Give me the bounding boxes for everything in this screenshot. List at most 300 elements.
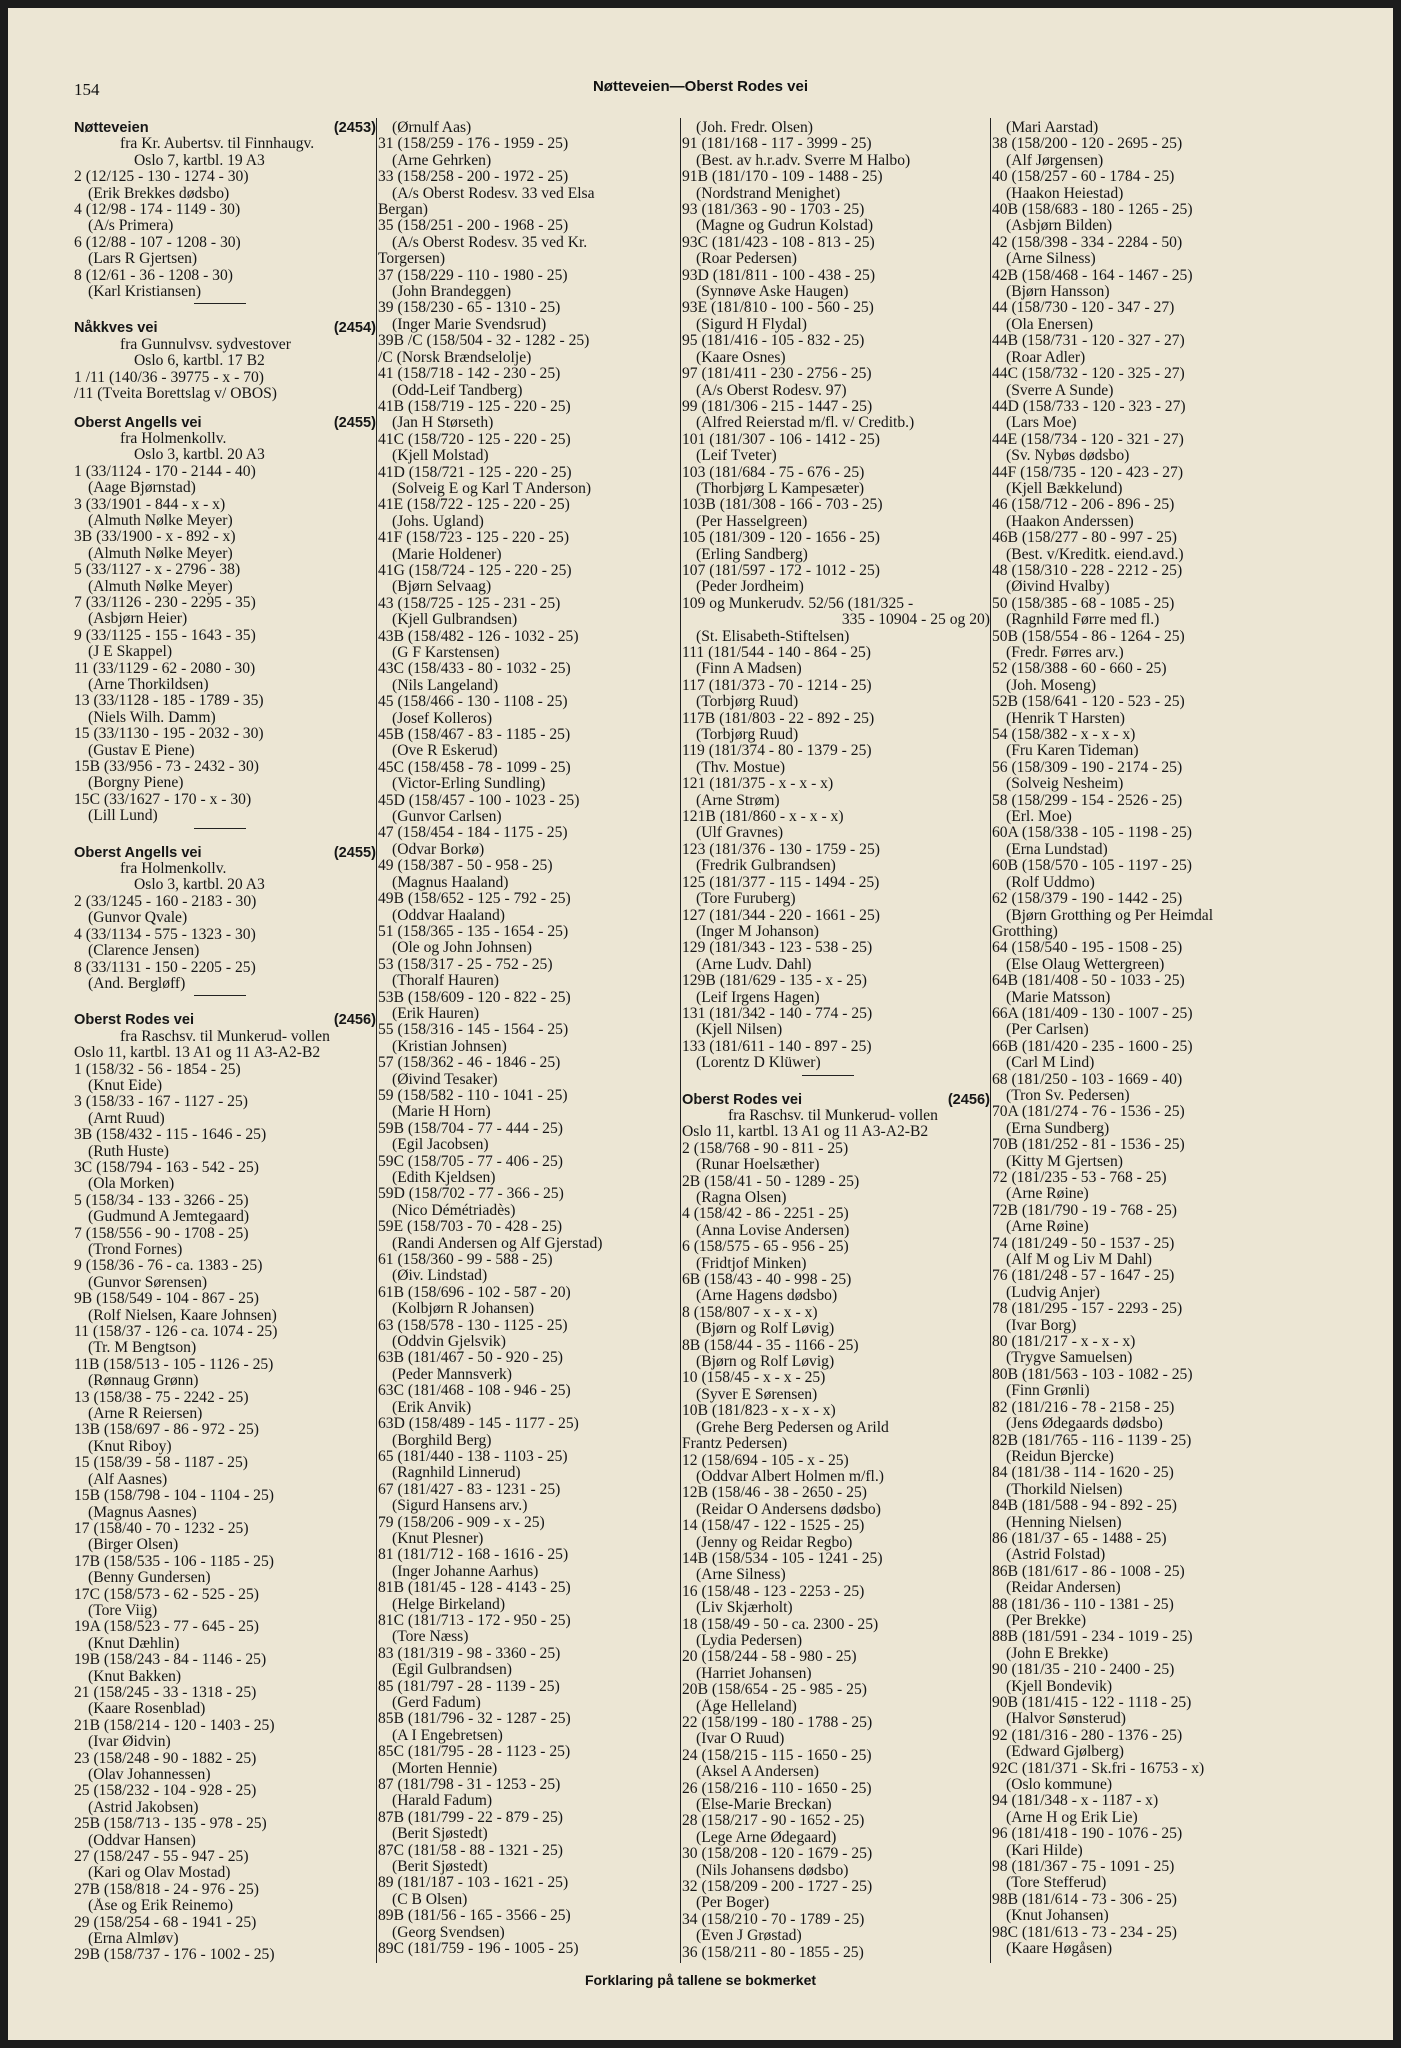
owner-line: (Joh. Fredr. Olsen) (696, 120, 813, 136)
owner-line: (Erik Brekkes dødsbo) (88, 185, 230, 202)
property-line: 6B (158/43 - 40 - 998 - 25) (682, 1272, 852, 1289)
property-line: 3C (158/794 - 163 - 542 - 25) (74, 1159, 259, 1176)
owner-line: /11 (Tveita Borettslag v/ OBOS) (74, 386, 277, 403)
owner-line: (Borgny Piene) (88, 775, 184, 792)
property-line: 50B (158/554 - 86 - 1264 - 25) (992, 628, 1185, 645)
directory-page (8, 8, 1393, 2040)
property-line: 1 /11 (140/36 - 39775 - x - 70) (74, 369, 264, 386)
owner-line: (Thoralf Hauren) (392, 973, 499, 990)
owner-line: (Erl. Moe) (1006, 809, 1072, 826)
property-line: 12B (158/46 - 38 - 2650 - 25) (682, 1485, 867, 1502)
property-line: 33 (158/258 - 200 - 1972 - 25) (378, 169, 569, 186)
owner-line: (Benny Gundersen) (88, 1570, 211, 1587)
property-line: 18 (158/49 - 50 - ca. 2300 - 25) (682, 1616, 879, 1633)
owner-line: (Ørnulf Aas) (392, 120, 472, 136)
property-line: 60A (158/338 - 105 - 1198 - 25) (992, 825, 1192, 842)
section-rule (74, 825, 376, 833)
property-line: 107 (181/597 - 172 - 1012 - 25) (682, 562, 880, 579)
owner-line: (Erik Anvik) (392, 1399, 472, 1416)
section-spacer (682, 1080, 990, 1092)
owner-line: (Erna Sundberg) (1006, 1120, 1110, 1137)
property-line: 11 (33/1129 - 62 - 2080 - 30) (74, 660, 256, 677)
property-line: 20B (158/654 - 25 - 985 - 25) (682, 1682, 867, 1699)
property-line: 52 (158/388 - 60 - 660 - 25) (992, 661, 1167, 678)
property-line: 27B (158/818 - 24 - 976 - 25) (74, 1881, 259, 1898)
property-line: 92C (181/371 - Sk.fri - 16753 - x) (992, 1760, 1205, 1777)
street-location: Oslo 11, kartbl. 13 A1 og 11 A3-A2-B2 (682, 1124, 929, 1141)
owner-line: (Ove R Eskerud) (392, 743, 498, 760)
owner-line: (J E Skappel) (88, 644, 173, 661)
owner-line: (Leif Irgens Hagen) (696, 989, 820, 1006)
owner-line: (Gunvor Carlsen) (392, 809, 502, 826)
property-line: 32 (158/209 - 200 - 1727 - 25) (682, 1879, 873, 1896)
property-line: 55 (158/316 - 145 - 1564 - 25) (378, 1022, 569, 1039)
owner-line: (Sverre A Sunde) (1006, 382, 1114, 399)
owner-line: (Niels Wilh. Damm) (88, 709, 216, 726)
property-line: 88 (181/36 - 110 - 1381 - 25) (992, 1596, 1174, 1613)
property-line: 44F (158/735 - 120 - 423 - 27) (992, 464, 1184, 481)
property-line: 72 (181/235 - 53 - 768 - 25) (992, 1170, 1167, 1186)
property-line: 91B (181/170 - 109 - 1488 - 25) (682, 169, 883, 186)
property-line: 81 (181/712 - 168 - 1616 - 25) (378, 1547, 569, 1564)
owner-line: (Reidar Andersen) (1006, 1580, 1121, 1597)
owner-line: (Clarence Jensen) (88, 943, 200, 960)
property-line: 15 (158/39 - 58 - 1187 - 25) (74, 1455, 248, 1472)
street-name: Nåkkves vei (74, 320, 158, 337)
owner-line: (Syver E Sørensen) (696, 1386, 818, 1403)
owner-line: (Ludvig Anjer) (1006, 1284, 1100, 1301)
street-name: Oberst Rodes vei (682, 1091, 803, 1108)
property-line: 61 (158/360 - 99 - 588 - 25) (378, 1252, 553, 1269)
owner-line: (Lars Moe) (1006, 415, 1077, 432)
owner-line: (Olav Johannessen) (88, 1767, 211, 1783)
property-line: 3 (158/33 - 167 - 1127 - 25) (74, 1094, 248, 1111)
owner-line: (Gustav E Piene) (88, 742, 195, 759)
owner-line: (Synnøve Aske Haugen) (696, 284, 849, 301)
street-heading (74, 1012, 376, 1028)
property-line: 42B (158/468 - 164 - 1467 - 25) (992, 267, 1193, 284)
property-line: 11 (158/37 - 126 - ca. 1074 - 25) (74, 1324, 278, 1341)
property-line: 38 (158/200 - 120 - 2695 - 25) (992, 136, 1183, 153)
owner-line: (Alf M og Liv M Dahl) (1006, 1252, 1152, 1269)
owner-line: (Finn Grønli) (1006, 1383, 1090, 1400)
property-line: 64B (181/408 - 50 - 1033 - 25) (992, 973, 1185, 990)
owner-line: (Alfred Reierstad m/fl. v/ Creditb.) (696, 415, 915, 432)
property-line: 99 (181/306 - 215 - 1447 - 25) (682, 398, 873, 415)
street-code: (2453) (333, 120, 376, 136)
property-line: 13 (158/38 - 75 - 2242 - 25) (74, 1389, 249, 1406)
property-line: 96 (181/418 - 190 - 1076 - 25) (992, 1826, 1183, 1843)
street-location: Oslo 7, kartbl. 19 A3 (134, 152, 265, 169)
owner-line: (Haakon Heiestad) (1006, 185, 1124, 202)
owner-line: (Torbjørg Ruud) (696, 727, 799, 744)
property-line: 13 (33/1128 - 185 - 1789 - 35) (74, 693, 264, 710)
street-location: Oslo 3, kartbl. 20 A3 (134, 877, 265, 894)
property-line: 23 (158/248 - 90 - 1882 - 25) (74, 1750, 257, 1767)
property-line: 15 (33/1130 - 195 - 2032 - 30) (74, 726, 264, 743)
property-line: 90 (181/35 - 210 - 2400 - 25) (992, 1662, 1175, 1679)
property-line: 129 (181/343 - 123 - 538 - 25) (682, 940, 873, 957)
section-spacer (74, 403, 376, 415)
property-line: 72B (181/790 - 19 - 768 - 25) (992, 1202, 1177, 1219)
property-line: 59E (158/703 - 70 - 428 - 25) (378, 1219, 563, 1236)
property-line: 63 (158/578 - 130 - 1125 - 25) (378, 1317, 568, 1334)
owner-line: (Arne Røine) (1006, 1219, 1089, 1236)
owner-line: (Tore Stefferud) (1006, 1875, 1107, 1892)
section-spacer (74, 308, 376, 320)
property-line: Torgersen) (378, 251, 446, 268)
owner-line: (Kaare Høgåsen) (1006, 1941, 1113, 1958)
property-line: 45 (158/466 - 130 - 1108 - 25) (378, 694, 568, 711)
footer-note: Forklaring på tallene se bokmerket (584, 1972, 817, 1988)
owner-line: (John Brandeggen) (392, 284, 512, 301)
property-line: 52B (158/641 - 120 - 523 - 25) (992, 694, 1185, 711)
street-name: Oberst Rodes vei (74, 1012, 195, 1029)
owner-line: (Fredr. Førres arv.) (1006, 645, 1124, 661)
owner-line: (Åge Helleland) (696, 1698, 797, 1715)
owner-line: (Grehe Berg Pedersen og Arild (696, 1419, 889, 1436)
property-line: 49B (158/652 - 125 - 792 - 25) (378, 891, 571, 908)
property-line: 15B (33/956 - 73 - 2432 - 30) (74, 759, 259, 776)
owner-line: (Per Brekke) (1006, 1612, 1087, 1629)
property-line: 117 (181/373 - 70 - 1214 - 25) (682, 677, 872, 694)
owner-line: (Oddvin Gjelsvik) (392, 1334, 506, 1351)
property-line: 335 - 10904 - 25 og 20) (841, 612, 990, 629)
owner-line: (Gerd Fadum) (392, 1695, 481, 1711)
property-line: 25 (158/232 - 104 - 928 - 25) (74, 1783, 257, 1800)
property-line: 39B /C (158/504 - 32 - 1282 - 25) (378, 333, 590, 350)
property-line: 44 (158/730 - 120 - 347 - 27) (992, 300, 1175, 317)
property-line: 84 (181/38 - 114 - 1620 - 25) (992, 1465, 1174, 1482)
owner-line: (Alf Jørgensen) (1006, 152, 1104, 169)
owner-line: (Harald Fadum) (392, 1793, 493, 1810)
owner-line: (Kjell Molstad) (392, 448, 489, 465)
property-line: 44B (158/731 - 120 - 327 - 27) (992, 333, 1185, 350)
property-line: 89 (181/187 - 103 - 1621 - 25) (378, 1875, 569, 1892)
owner-line: (Sv. Nybøs dødsbo) (1006, 448, 1130, 465)
owner-line: (Best. v/Kreditk. eiend.avd.) (1006, 546, 1184, 563)
street-name: Nøtteveien (74, 120, 149, 136)
owner-line: (Joh. Moseng) (1006, 677, 1097, 694)
property-line: 58 (158/299 - 154 - 2526 - 25) (992, 792, 1183, 809)
property-line: 53B (158/609 - 120 - 822 - 25) (378, 989, 571, 1006)
owner-line: (Nils Johansens dødsbo) (696, 1862, 849, 1879)
property-line: 13B (158/697 - 86 - 972 - 25) (74, 1422, 259, 1439)
owner-line: (Åse og Erik Reinemo) (88, 1898, 234, 1915)
property-line: 56 (158/309 - 190 - 2174 - 25) (992, 759, 1183, 776)
owner-line: (Inger Marie Svendsrud) (392, 316, 547, 333)
owner-line: (Marie Holdener) (392, 546, 502, 563)
property-line: 25B (158/713 - 135 - 978 - 25) (74, 1816, 267, 1833)
owner-line: (Kjell Bondevik) (1006, 1678, 1113, 1695)
owner-line: (Kjell Nilsen) (696, 1022, 783, 1039)
property-line: 41F (158/723 - 125 - 220 - 25) (378, 530, 570, 547)
property-line: 1 (158/32 - 56 - 1854 - 25) (74, 1061, 241, 1078)
property-line: 121 (181/375 - x - x - x) (682, 776, 834, 793)
property-line: 54 (158/382 - x - x - x) (992, 727, 1136, 744)
column-4 (992, 120, 1312, 1958)
owner-line: (A/s Oberst Rodesv. 35 ved Kr. (392, 234, 588, 251)
property-line: 22 (158/199 - 180 - 1788 - 25) (682, 1715, 873, 1731)
property-line: 15C (33/1627 - 170 - x - 30) (74, 791, 252, 808)
property-line: 91 (181/168 - 117 - 3999 - 25) (682, 136, 872, 153)
owner-line: (Thorkild Nielsen) (1006, 1481, 1123, 1498)
property-line: 3 (33/1901 - 844 - x - x) (74, 496, 226, 513)
owner-line: (Reidar O Andersens dødsbo) (696, 1501, 881, 1518)
property-line: 41D (158/721 - 125 - 220 - 25) (378, 464, 572, 481)
property-line: 41G (158/724 - 125 - 220 - 25) (378, 562, 572, 579)
property-line: 29B (158/737 - 176 - 1002 - 25) (74, 1947, 275, 1964)
owner-line: (Peder Mannsverk) (392, 1366, 512, 1383)
property-line: 44C (158/732 - 120 - 325 - 27) (992, 366, 1185, 383)
owner-line: (Sigurd Hansens arv.) (392, 1498, 528, 1515)
owner-line: (Alf Aasnes) (88, 1471, 168, 1488)
owner-line: (Borghild Berg) (392, 1432, 492, 1449)
property-line: 17 (158/40 - 70 - 1232 - 25) (74, 1520, 249, 1537)
property-line: 90B (181/415 - 122 - 1118 - 25) (992, 1695, 1192, 1711)
owner-line: (Knut Riboy) (88, 1438, 172, 1455)
property-line: 59B (158/704 - 77 - 444 - 25) (378, 1120, 563, 1137)
column-3 (682, 120, 990, 1961)
property-line: 4 (158/42 - 86 - 2251 - 25) (682, 1206, 849, 1223)
owner-line: (Per Carlsen) (1006, 1022, 1089, 1039)
owner-line: (Lorentz D Klüwer) (696, 1055, 821, 1072)
owner-line: (Henning Nielsen) (1006, 1514, 1122, 1531)
property-line: 42 (158/398 - 334 - 2284 - 50) (992, 234, 1183, 251)
owner-line: (Peder Jordheim) (696, 579, 804, 596)
owner-line: (G F Karstensen) (392, 645, 500, 661)
owner-line: (Tore Viig) (88, 1602, 158, 1619)
property-line: 70A (181/274 - 76 - 1536 - 25) (992, 1104, 1185, 1121)
property-line: 68 (181/250 - 103 - 1669 - 40) (992, 1071, 1183, 1088)
property-line: 53 (158/317 - 25 - 752 - 25) (378, 956, 553, 973)
street-heading (74, 120, 376, 136)
property-line: 4 (12/98 - 174 - 1149 - 30) (74, 202, 241, 219)
property-line: 61B (158/696 - 102 - 587 - 20) (378, 1284, 571, 1301)
owner-line: (Arne Gehrken) (392, 152, 492, 169)
property-line: 19A (158/523 - 77 - 645 - 25) (74, 1619, 259, 1636)
owner-line: (Haakon Anderssen) (1006, 513, 1134, 530)
property-line: 31 (158/259 - 176 - 1959 - 25) (378, 136, 569, 153)
street-description: fra Raschsv. til Munkerud- vollen (728, 1107, 938, 1124)
property-line: 44E (158/734 - 120 - 321 - 27) (992, 431, 1184, 448)
property-line: 87C (181/58 - 88 - 1321 - 25) (378, 1842, 563, 1859)
owner-line: (Even J Grøstad) (696, 1928, 802, 1945)
owner-line: (Egil Gulbrandsen) (392, 1662, 512, 1679)
property-line: 8 (12/61 - 36 - 1208 - 30) (74, 267, 233, 284)
owner-line: (St. Elisabeth-Stiftelsen) (696, 628, 850, 645)
owner-line: (Erna Lundstad) (1006, 841, 1108, 858)
owner-line: (Edith Kjeldsen) (392, 1170, 496, 1186)
property-line: 29 (158/254 - 68 - 1941 - 25) (74, 1914, 257, 1931)
owner-line: (Liv Skjærholt) (696, 1600, 793, 1617)
owner-line: (Nico Démétriadès) (392, 1202, 516, 1219)
property-line: 123 (181/376 - 130 - 1759 - 25) (682, 841, 880, 858)
owner-line: (Thv. Mostue) (696, 759, 786, 776)
property-line: 64 (158/540 - 195 - 1508 - 25) (992, 940, 1183, 957)
property-line: 97 (181/411 - 230 - 2756 - 25) (682, 366, 872, 383)
owner-line: (Lege Arne Ødegaard) (696, 1829, 837, 1846)
owner-line: (Morten Hennie) (392, 1760, 498, 1777)
street-description: fra Holmenkollv. (120, 861, 227, 878)
property-line: 41C (158/720 - 125 - 220 - 25) (378, 431, 571, 448)
property-line: 43C (158/433 - 80 - 1032 - 25) (378, 661, 571, 678)
owner-line: (Inger Johanne Aarhus) (392, 1563, 539, 1580)
street-location: Oslo 11, kartbl. 13 A1 og 11 A3-A2-B2 (74, 1045, 321, 1062)
property-line: 43 (158/725 - 125 - 231 - 25) (378, 595, 561, 612)
owner-line: (Asbjørn Bilden) (1006, 218, 1113, 235)
owner-line: (Torbjørg Ruud) (696, 694, 799, 711)
property-line: 95 (181/416 - 105 - 832 - 25) (682, 333, 865, 350)
property-line: 9 (158/36 - 76 - ca. 1383 - 25) (74, 1258, 263, 1275)
owner-line: (Reidun Bjercke) (1006, 1448, 1114, 1465)
property-line: 76 (181/248 - 57 - 1647 - 25) (992, 1268, 1175, 1285)
owner-line: (Leif Tveter) (696, 448, 777, 465)
owner-line: (Gunvor Sørensen) (88, 1274, 208, 1291)
owner-line: (Aage Bjørnstad) (88, 480, 196, 497)
owner-line: (Tore Næss) (392, 1629, 469, 1646)
owner-line: (Runar Hoelsæther) (696, 1157, 820, 1174)
property-line: 37 (158/229 - 110 - 1980 - 25) (378, 267, 568, 284)
owner-line: (Mari Aarstad) (1006, 120, 1099, 136)
property-line: 80B (181/563 - 103 - 1082 - 25) (992, 1366, 1193, 1383)
property-line: 49 (158/387 - 50 - 958 - 25) (378, 858, 553, 875)
property-line: 59C (158/705 - 77 - 406 - 25) (378, 1153, 563, 1170)
owner-line: (Kristian Johnsen) (392, 1038, 507, 1055)
owner-line: (Ruth Huste) (88, 1143, 169, 1160)
property-line: 98C (181/613 - 73 - 234 - 25) (992, 1924, 1177, 1941)
owner-line: (Halvor Sønsterud) (1006, 1711, 1126, 1728)
owner-line: (Thorbjørg L Kampesæter) (696, 480, 865, 497)
property-line: 88B (181/591 - 234 - 1019 - 25) (992, 1629, 1193, 1646)
property-line: 93 (181/363 - 90 - 1703 - 25) (682, 202, 865, 219)
property-line: 12 (158/694 - 105 - x - 25) (682, 1452, 849, 1469)
owner-line: (Trygve Samuelsen) (1006, 1350, 1133, 1367)
owner-line: (Ragnhild Linnerud) (392, 1465, 521, 1482)
owner-line: (Jenny og Reidar Regbo) (696, 1534, 853, 1551)
property-line: 45D (158/457 - 100 - 1023 - 25) (378, 792, 580, 809)
property-line: 85C (181/795 - 28 - 1123 - 25) (378, 1744, 571, 1761)
owner-line: (Kaare Osnes) (696, 349, 786, 366)
street-heading (74, 845, 376, 861)
column-2 (378, 120, 680, 1958)
property-line: 35 (158/251 - 200 - 1968 - 25) (378, 218, 569, 235)
property-line: 121B (181/860 - x - x - x) (682, 809, 844, 826)
property-line: 131 (181/342 - 140 - 774 - 25) (682, 1005, 873, 1022)
owner-line: (Øiv. Lindstad) (392, 1268, 488, 1285)
owner-line: (Magnus Haaland) (392, 874, 509, 891)
property-line: 65 (181/440 - 138 - 1103 - 25) (378, 1448, 568, 1465)
owner-line: (Fridtjof Minken) (696, 1255, 807, 1272)
property-line: 85B (181/796 - 32 - 1287 - 25) (378, 1711, 571, 1728)
street-code: (2456) (333, 1012, 376, 1029)
street-name: Oberst Angells vei (74, 844, 202, 861)
property-line: 2B (158/41 - 50 - 1289 - 25) (682, 1173, 860, 1190)
owner-line: (Gunvor Qvale) (88, 910, 188, 927)
owner-line: (Knut Eide) (88, 1077, 163, 1094)
property-line: 6 (158/575 - 65 - 956 - 25) (682, 1239, 849, 1256)
property-line: 101 (181/307 - 106 - 1412 - 25) (682, 431, 880, 448)
owner-line: (Ivar Borg) (1006, 1317, 1077, 1334)
column-divider (680, 118, 681, 1963)
owner-line: (Knut Johansen) (1006, 1908, 1109, 1925)
owner-line: (Jan H Størseth) (392, 415, 494, 432)
owner-line: (Knut Plesner) (392, 1530, 484, 1547)
owner-line: (Astrid Jakobsen) (88, 1799, 199, 1816)
column-divider (990, 118, 991, 1963)
owner-line: (Oddvar Hansen) (88, 1832, 196, 1849)
property-line: 79 (158/206 - 909 - x - 25) (378, 1514, 545, 1531)
street-heading (74, 415, 376, 431)
owner-line: (John E Brekke) (1006, 1645, 1109, 1662)
page-header: Nøtteveien—Oberst Rodes vei (592, 78, 809, 95)
column-1 (74, 120, 376, 1964)
property-line: 67 (181/427 - 83 - 1231 - 25) (378, 1481, 561, 1498)
property-line: 117B (181/803 - 22 - 892 - 25) (682, 710, 875, 727)
owner-line: (Arne Silness) (696, 1567, 786, 1584)
owner-line: (Arne Thorkildsen) (88, 677, 209, 693)
owner-line: (Arne Strøm) (696, 792, 780, 809)
owner-line: (Kaare Rosenblad) (88, 1701, 206, 1718)
property-line: 47 (158/454 - 184 - 1175 - 25) (378, 825, 568, 842)
street-location: Oslo 6, kartbl. 17 B2 (134, 353, 265, 370)
owner-line: (Knut Dæhlin) (88, 1635, 180, 1652)
property-line: 105 (181/309 - 120 - 1656 - 25) (682, 530, 880, 547)
property-line: 30 (158/208 - 120 - 1679 - 25) (682, 1846, 873, 1863)
owner-line: (Inger M Johanson) (696, 923, 819, 940)
owner-line: (Berit Sjøstedt) (392, 1826, 488, 1843)
property-line: 66B (181/420 - 235 - 1600 - 25) (992, 1038, 1193, 1055)
property-line: 81C (181/713 - 172 - 950 - 25) (378, 1612, 571, 1629)
owner-line: (Fredrik Gulbrandsen) (696, 858, 836, 875)
owner-line: (Ragnhild Førre med fl.) (1006, 612, 1160, 629)
owner-line: (Victor-Erling Sundling) (392, 776, 546, 793)
owner-line: (Harriet Johansen) (696, 1665, 812, 1682)
property-line: 66A (181/409 - 130 - 1007 - 25) (992, 1005, 1193, 1022)
property-line: 63C (181/468 - 108 - 946 - 25) (378, 1383, 571, 1400)
property-line: 78 (181/295 - 157 - 2293 - 25) (992, 1301, 1183, 1318)
property-line: 28 (158/217 - 90 - 1652 - 25) (682, 1813, 865, 1830)
property-line: 81B (181/45 - 128 - 4143 - 25) (378, 1580, 571, 1597)
owner-line: (Bjørn Hansson) (1006, 284, 1110, 301)
owner-line: (Almuth Nølke Meyer) (88, 545, 233, 562)
property-line: Grotthing) (992, 923, 1058, 940)
street-code: (2456) (947, 1091, 990, 1108)
property-line: 5 (158/34 - 133 - 3266 - 25) (74, 1192, 249, 1209)
property-line: 17B (158/535 - 106 - 1185 - 25) (74, 1553, 274, 1570)
property-line: 8 (158/807 - x - x - x) (682, 1304, 818, 1321)
property-line: 93E (181/810 - 100 - 560 - 25) (682, 300, 874, 317)
street-description: fra Raschsv. til Munkerud- vollen (120, 1028, 330, 1045)
property-line: 2 (158/768 - 90 - 811 - 25) (682, 1140, 849, 1157)
section-rule (74, 300, 376, 308)
property-line: 1 (33/1124 - 170 - 2144 - 40) (74, 463, 256, 480)
owner-line: (Henrik T Harsten) (1006, 710, 1125, 727)
property-line: 98 (181/367 - 75 - 1091 - 25) (992, 1859, 1175, 1876)
property-line: 43B (158/482 - 126 - 1032 - 25) (378, 628, 579, 645)
owner-line: (Gudmund A Jemtegaard) (88, 1209, 250, 1226)
owner-line: (Else Olaug Wettergreen) (1006, 956, 1165, 973)
owner-line: (Sigurd H Flydal) (696, 316, 807, 333)
owner-line: (Erling Sandberg) (696, 546, 808, 563)
owner-line: (Bjørn og Rolf Løvig) (696, 1354, 835, 1371)
owner-line: (Anna Lovise Andersen) (696, 1222, 850, 1239)
owner-line: (Magne og Gudrun Kolstad) (696, 218, 874, 235)
owner-line: (Ivar Øidvin) (88, 1734, 171, 1751)
owner-line: (Randi Andersen og Alf Gjerstad) (392, 1235, 603, 1252)
street-code: (2454) (333, 320, 376, 337)
owner-line: (Solveig E og Karl T Anderson) (392, 480, 592, 497)
